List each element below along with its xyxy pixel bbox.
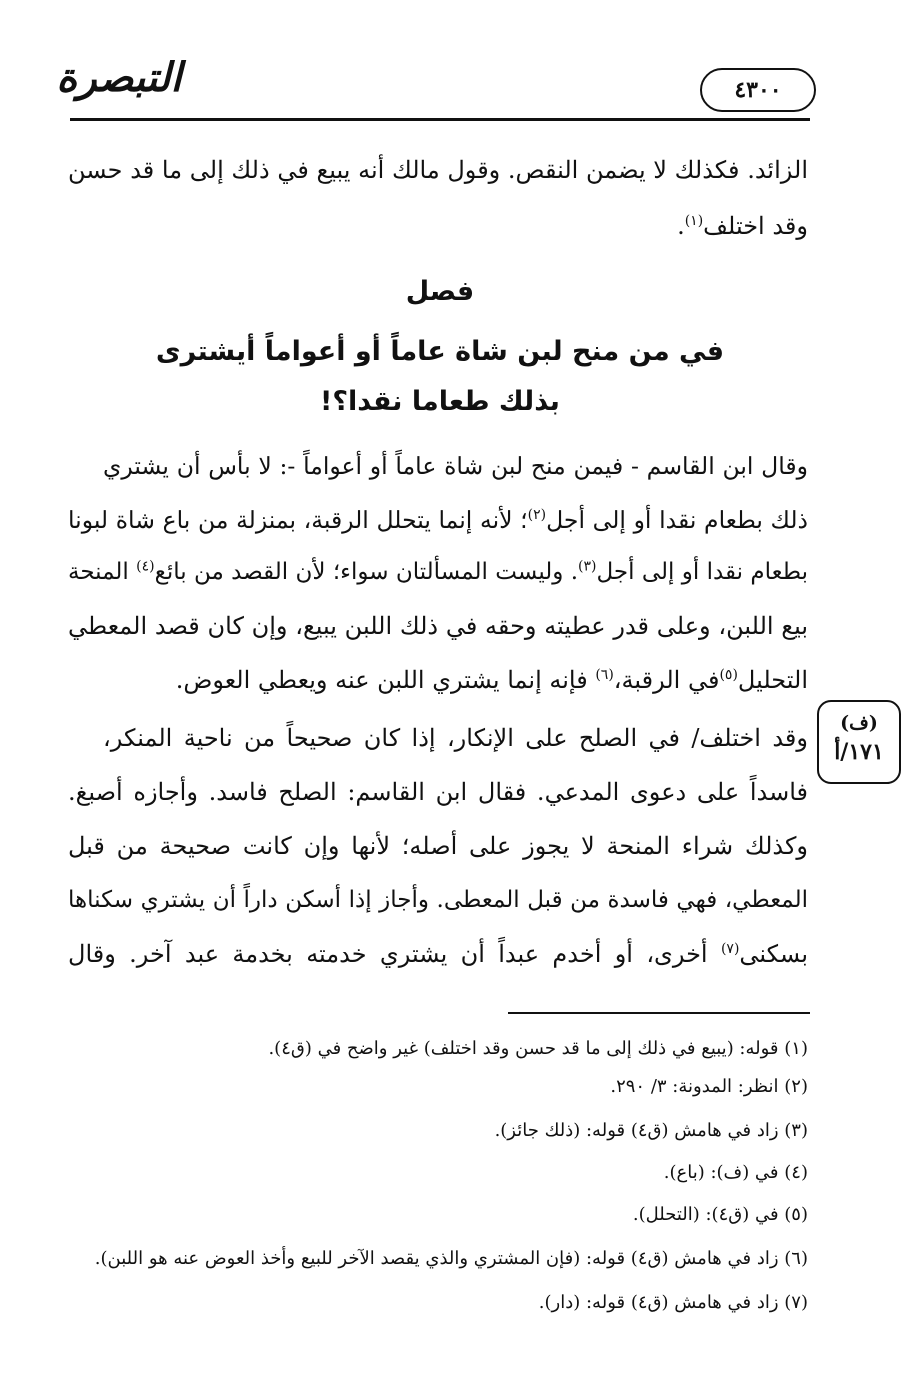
- section-heading: فصل: [405, 276, 475, 307]
- footnote-marker: (٥): [719, 667, 738, 683]
- header-rule: [70, 118, 810, 121]
- text-line: وقال ابن القاسم - فيمن منح لبن شاة عاماً أو أعواماً -: لا بأس أن يشتري: [103, 452, 808, 480]
- folio-number: ١٧١/أ: [834, 739, 884, 765]
- footnote: (٧) زاد في هامش (ق٤) قوله: (دار).: [538, 1292, 808, 1313]
- manuscript-folio-note: [817, 700, 901, 784]
- folio-source: (ف): [840, 712, 878, 734]
- text-segment: ؛ لأنه إنما يتحلل الرقبة، بمنزلة من باع شاة لبونا: [68, 506, 528, 534]
- footnote-marker: (٦): [595, 667, 614, 683]
- page-number: ٤٣٠٠: [700, 68, 816, 112]
- book-title-logo: التبصرة: [56, 54, 182, 101]
- text-segment: بسكنى: [739, 940, 808, 968]
- footnote: (٢) انظر: المدونة: ٣/ ٢٩٠.: [610, 1076, 808, 1097]
- text-line: [68, 500, 808, 540]
- text-segment: التحليل: [737, 666, 808, 694]
- footnote: (٣) زاد في هامش (ق٤) قوله: (ذلك جائز).: [494, 1120, 808, 1141]
- footnote: (٤) في (ف): (باع).: [663, 1162, 808, 1183]
- text-segment: بطعام نقدا أو إلى أجل: [596, 559, 808, 585]
- text-line: [68, 660, 808, 700]
- footnote-marker: (٣): [578, 558, 597, 575]
- text-segment: وقد اختلف: [703, 212, 808, 240]
- footnote-marker: (١): [684, 213, 704, 229]
- text-line: بيع اللبن، وعلى قدر عطيته وحقه في ذلك اللبن يبيع، وإن كان قصد المعطي: [68, 612, 808, 640]
- text-line: الزائد. فكذلك لا يضمن النقص. وقول مالك أنه يبيع في ذلك إلى ما قد حسن: [68, 156, 808, 184]
- footnote-marker: (٤): [136, 558, 155, 575]
- footnote-marker: (٧): [720, 941, 740, 957]
- text-segment: المنحة: [68, 559, 137, 585]
- text-line: [68, 552, 808, 592]
- section-subheading: بذلك طعاما نقدا؟!: [320, 386, 560, 417]
- text-line: فاسداً على دعوى المدعي. فقال ابن القاسم: الصلح فاسد. وأجازه أصبغ.: [68, 778, 808, 806]
- footnote: (١) قوله: (يبيع في ذلك إلى ما قد حسن وقد اختلف) غير واضح في (ق٤).: [268, 1038, 808, 1059]
- footnote-separator: [508, 1012, 810, 1014]
- footnote: (٥) في (ق٤): (التحلل).: [632, 1204, 808, 1225]
- text-line: [68, 934, 808, 974]
- text-segment: فإنه إنما يشتري اللبن عنه ويعطي العوض.: [175, 666, 596, 694]
- text-line: وكذلك شراء المنحة لا يجوز على أصله؛ لأنها وإن كانت صحيحة من قبل: [68, 832, 808, 860]
- text-segment: أخرى، أو أخدم عبداً أن يشتري خدمته بخدمة عبد آخر. وقال: [68, 940, 721, 968]
- footnote: (٦) زاد في هامش (ق٤) قوله: (فإن المشتري والذي يقصد الآخر للبيع وأخذ العوض عنه هو اللبن).: [94, 1248, 808, 1269]
- text-segment: في الرقبة،: [613, 666, 720, 694]
- text-segment: . وليست المسألتان سواء؛ لأن القصد من بائع: [154, 559, 579, 585]
- footnote-marker: (٢): [527, 507, 547, 524]
- text-line: وقد اختلف$^{(١)}$.: [677, 212, 808, 240]
- text-segment: ذلك بطعام نقدا أو إلى أجل: [546, 506, 808, 534]
- section-subheading: في من منح لبن شاة عاماً أو أعواماً أيشترى: [155, 336, 725, 367]
- text-line: وقد اختلف/ في الصلح على الإنكار، إذا كان صحيحاً من ناحية المنكر،: [103, 724, 808, 752]
- text-line: المعطي، فهي فاسدة من قبل المعطى. وأجاز إذا أسكن داراً أن يشتري سكناها: [68, 887, 808, 913]
